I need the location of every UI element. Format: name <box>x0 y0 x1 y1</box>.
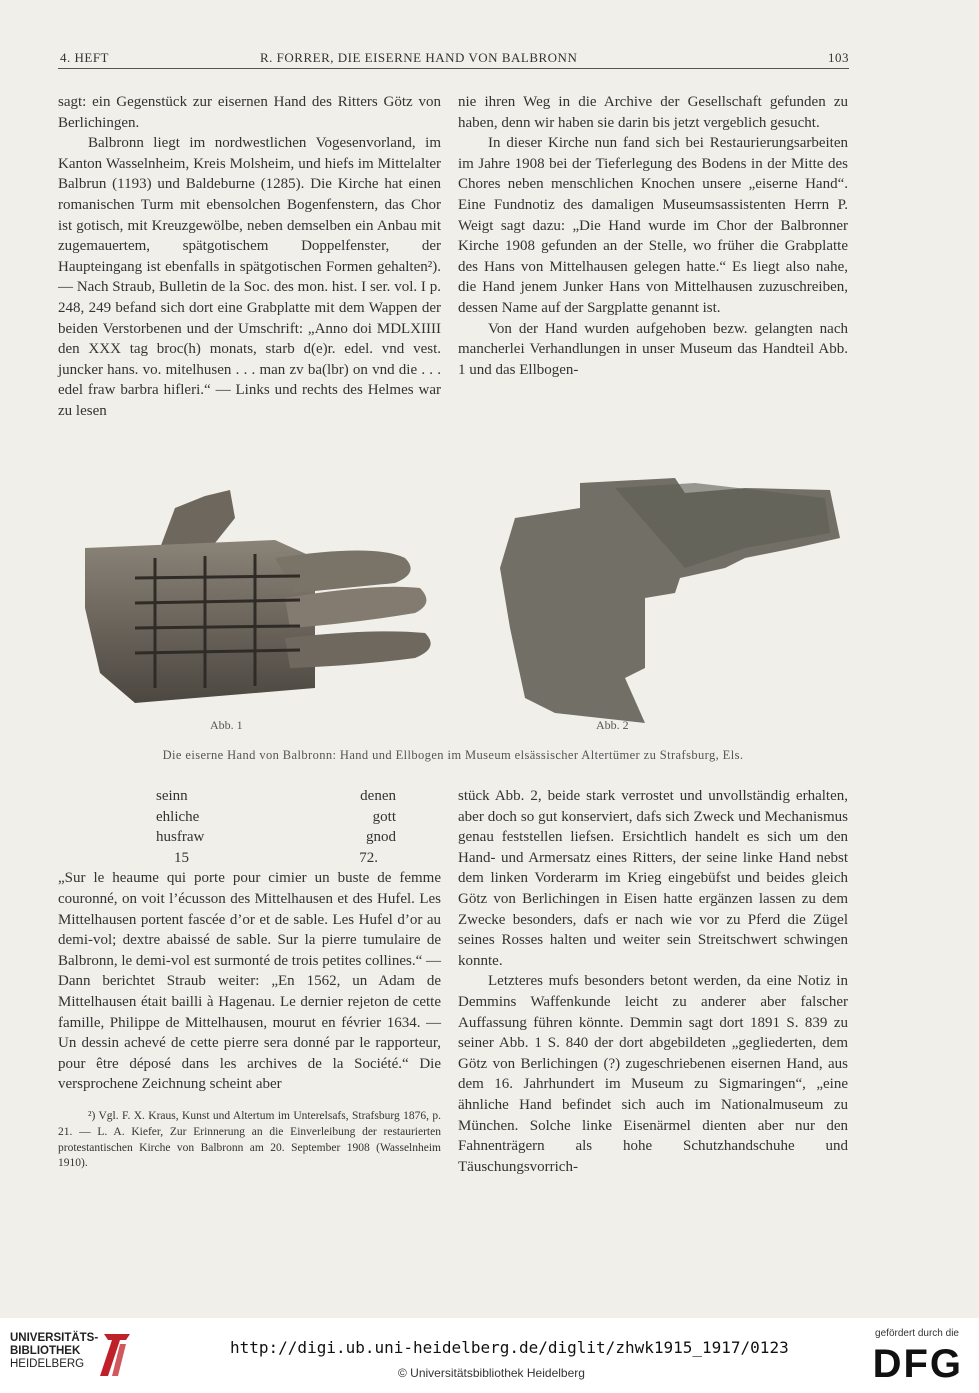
paragraph: stück Abb. 2, beide stark verrostet und unvollständig erhalten, aber doch so gut konserviert, dafs sich Zweck und Mechanismus genau feststellen liefsen. Ersichtlich handelt es sich um den Hand- und Armersatz eines Ritters, der seine linke Hand nebst dem linken Vorderarm im Krieg eingebüfst und beides gleich Götz von Berlichingen in Eisen hatte ergänzen lassen zu dem Zwecke besonders, dafs er nach wie vor zu Pferd die Zügel seines Rosses halten und weiter sein Streitschwert schwingen konnte. <box>458 788 848 969</box>
figure-label-2: Abb. 2 <box>596 718 629 732</box>
library-line: UNIVERSITÄTS- <box>10 1332 99 1344</box>
verse-right: 72. <box>359 849 378 866</box>
library-logo-icon <box>96 1330 136 1378</box>
verse-line <box>156 848 396 869</box>
paragraph: Balbronn liegt im nordwestlichen Vogesenvorland, im Kanton Wasselnheim, Kreis Molsheim, und hiefs im Mittelalter Balbrun (1193) und Baldeburne (1285). Die Kirche hat einen romanischen Turm mit ebensolchen Bogenfenstern, das Chor ist gotisch, mit Kreuzgewölbe, neben demselben ein Anbau mit zugemauertem, spätgotischem Doppelfenster, der Haupteingang ist ebenfalls in spätgotischen Formen gehalten²). — Nach Straub, Bulletin de la Soc. des mon. hist. I ser. vol. I p. 248, 249 befand sich dort eine Grabplatte mit dem Wappen der beiden Verstorbenen und der Umschrift: „Anno doi MDLXIIII den XXX tag broc(h) monats, starb d(e)r. edel. vnd vest. juncker hans. vo. mitelhusen . . . man zv ba(lbr) on vnd die . . . edel fraw barbra hifleri.“ — Links und rechts des Helmes war zu lesen <box>58 135 441 419</box>
verse-left: seinn <box>156 788 188 804</box>
copyright-notice: © Universitätsbibliothek Heidelberg <box>398 1366 585 1380</box>
funding-note: gefördert durch die <box>875 1328 959 1339</box>
figure-caption: Die eiserne Hand von Balbronn: Hand und Ellbogen im Museum elsässischer Altertümer zu Strafsburg, Els. <box>162 748 744 762</box>
verse-right: gott <box>372 808 396 825</box>
paragraph: „Sur le heaume qui porte pour cimier un buste de femme couronné, on voit l’écusson des Mittelhausen et des Hufel. Les Mittelhausen portent fascée d’or et de sable. Les Hufel d’or au demi-vol; dextre abaissé de sable. Sur la pierre tumulaire de Balbronn, le demi-vol est surmonté de trois petites collines.“ — Dann berichtet Straub weiter: „En 1562, un Adam de Mittelhausen était bailli à Hagenau. Le dernier rejeton de cette famille, Philippe de Mittelhausen, mourut en février 1634. — Un dessin achevé de cette pierre sera donné par le rapporteur, pour être déposé dans les archives de la Société.“ Die versprochene Zeichnung scheint aber <box>58 870 441 1093</box>
paragraph: In dieser Kirche nun fand sich bei Restaurierungsarbeiten im Jahre 1908 bei der Tieferlegung des Bodens in der Mitte des Chores neben menschlichen Knochen unsere „eiserne Hand“. Eine Fundnotiz des damaligen Museumsassistenten Herrn P. Weigt sagt dazu: „Die Hand wurde im Chor der Balbronner Kirche 1908 gefunden an der Stelle, wo früher die Grabplatte des Hans von Mittelhausen gelegen hatte.“ Es liegt also nahe, die Hand jenem Junker Hans von Mittelhausen zuzuschreiben, dessen Name auf der Sargplatte genannt ist. <box>458 135 848 316</box>
running-header <box>60 46 849 70</box>
left-column-bottom <box>58 786 441 1172</box>
verse-left: husfraw <box>156 829 205 846</box>
header-rule <box>58 68 849 69</box>
verse-right: denen <box>360 788 396 804</box>
verse-left: 15 <box>174 849 189 866</box>
verse-left: ehliche <box>156 808 200 825</box>
verse-line <box>156 807 396 828</box>
figure-label-1: Abb. 1 <box>210 718 243 732</box>
iron-hand-image <box>75 488 455 713</box>
left-column-top <box>58 92 441 422</box>
paragraph: sagt: ein Gegenstück zur eisernen Hand des Ritters Götz von Berlichingen. <box>58 94 441 131</box>
dfg-logo: DFG <box>872 1342 963 1386</box>
paragraph: Letzteres mufs besonders betont werden, da eine Notiz in Demmins Waffenkunde leicht zu anderer aber falscher Auffassung führen könnte. Demmin sagt dort 1891 S. 839 zu seiner Abb. 1 S. 840 der dort abgebildeten „gegliederten, dem Götz von Berlichingen (?) zugeschriebenen eisernen Hand, aus dem 16. Jahrhundert im Museum zu Sigmaringen“, „eine ähnliche Hand befindet sich auch im Nationalmuseum zu München. Solche linke Eisenärmel dienten aber nur den Fahnenträgern als hohe Schutzhandschuhe und Täuschungsvorrich- <box>458 973 848 1175</box>
grave-inscription <box>156 786 396 868</box>
footnote <box>58 1109 441 1172</box>
verse-line <box>156 786 396 807</box>
library-line: HEIDELBERG <box>10 1358 85 1370</box>
page-url-link[interactable]: http://digi.ub.uni-heidelberg.de/diglit/zhwk1915_1917/0123 <box>230 1338 789 1357</box>
iron-elbow-image <box>495 478 840 728</box>
paragraph: Von der Hand wurden aufgehoben bezw. gelangten nach mancherlei Verhandlungen in unser Museum das Handteil Abb. 1 und das Ellbogen- <box>458 320 848 378</box>
verse-line <box>156 827 396 848</box>
footer-bar <box>0 1318 979 1393</box>
page-number: 103 <box>828 50 849 65</box>
footnote-text: ²) Vgl. F. X. Kraus, Kunst und Altertum im Unterelsafs, Strafsburg 1876, p. 21. — L. A. Kiefer, Zur Erinnerung an die Einverleibung der restaurierten protestantischen Kirche von Balbronn am 20. September 1908 (Wasselnheim 1910). <box>58 1109 441 1170</box>
right-column-top <box>458 92 848 380</box>
right-column-bottom <box>458 786 848 1177</box>
running-title: R. FORRER, DIE EISERNE HAND VON BALBRONN <box>260 50 578 65</box>
issue-label: 4. HEFT <box>60 50 109 65</box>
library-line: BIBLIOTHEK <box>10 1345 81 1357</box>
paragraph: nie ihren Weg in die Archive der Gesellschaft gefunden zu haben, denn wir haben sie darin bis jetzt vergeblich gesucht. <box>458 94 848 131</box>
verse-right: gnod <box>366 829 396 846</box>
library-name <box>10 1332 98 1371</box>
